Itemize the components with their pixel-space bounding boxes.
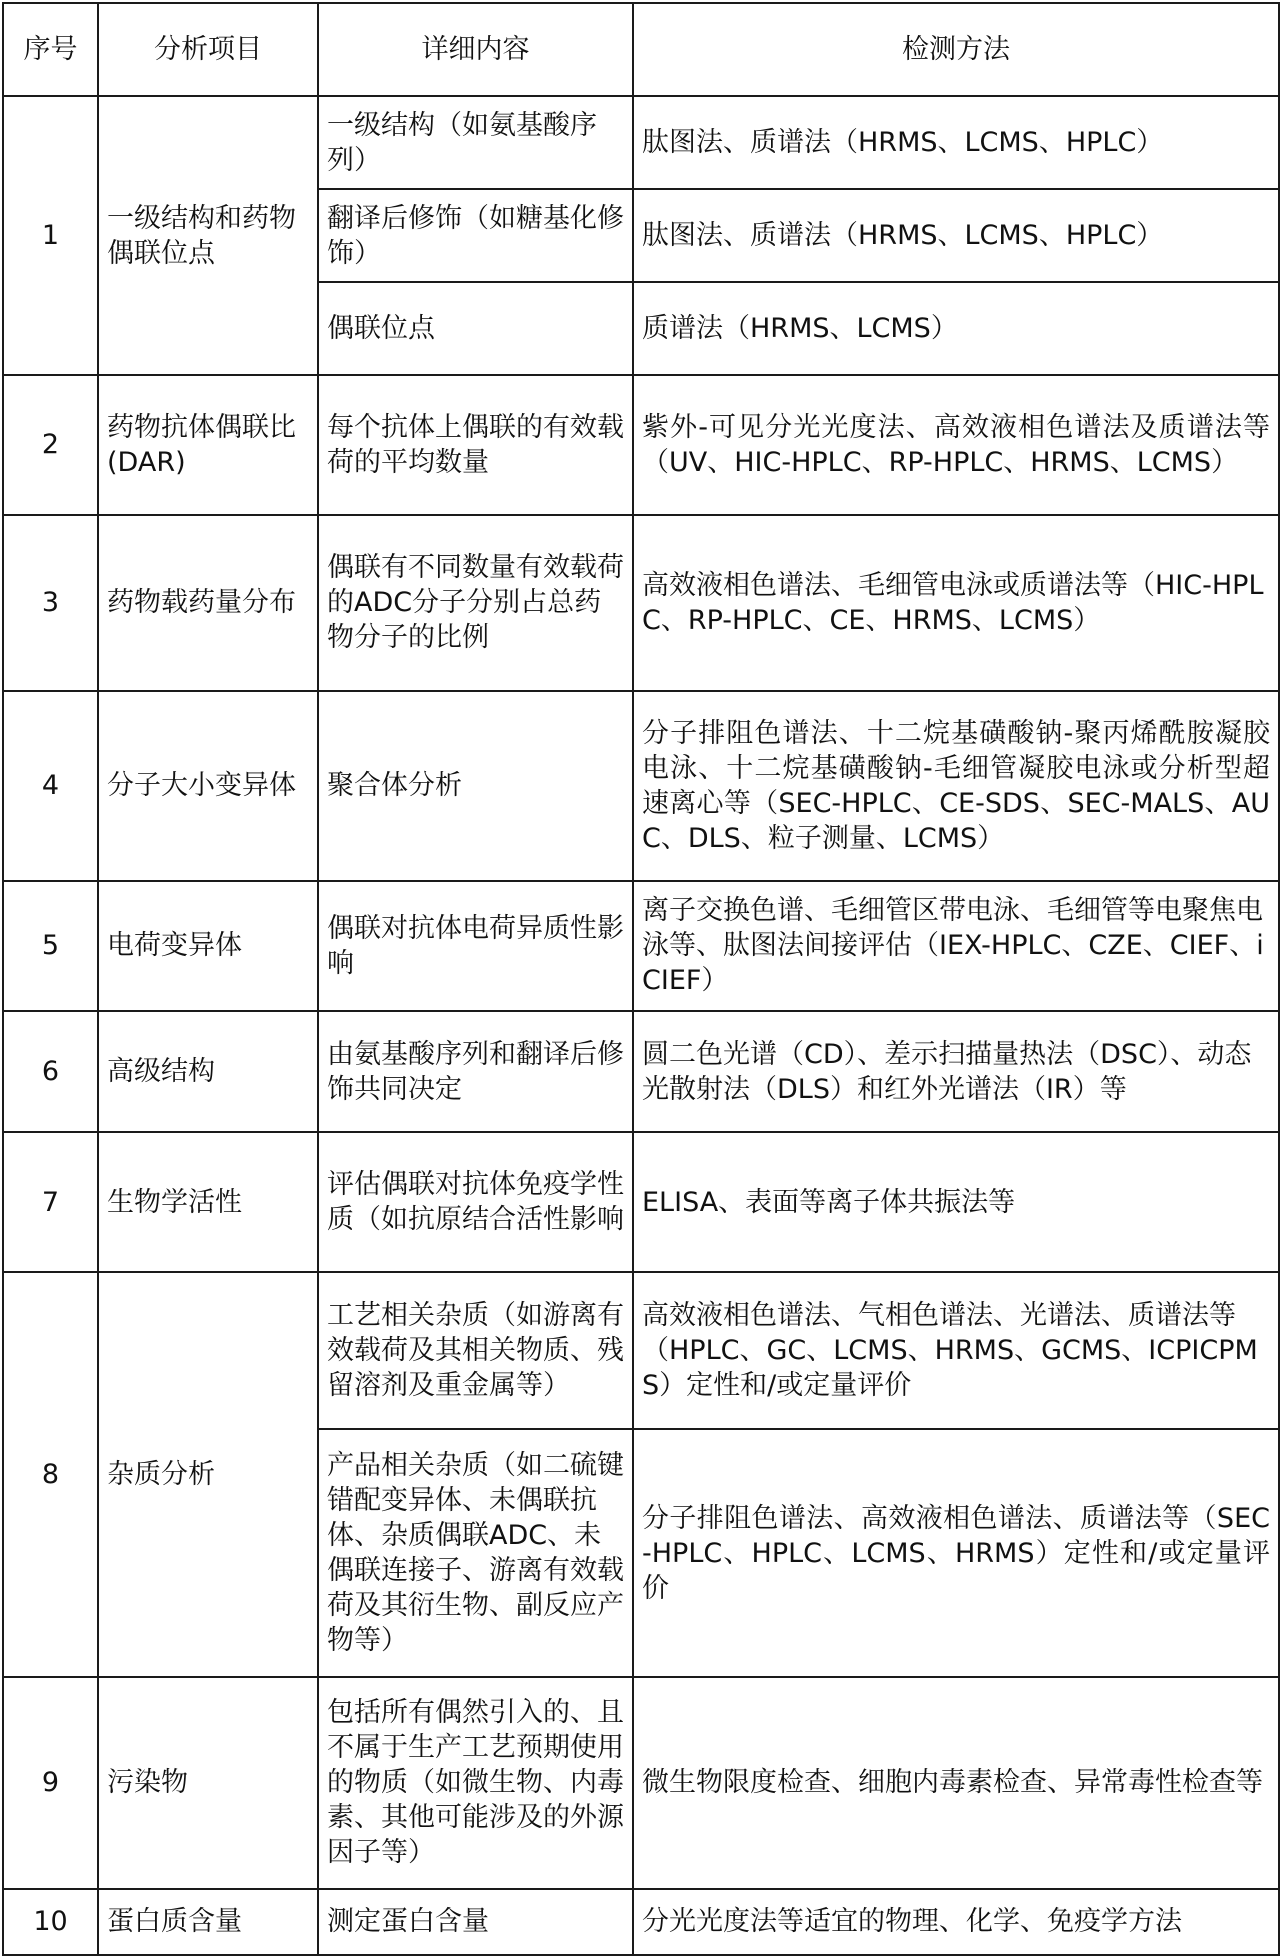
row-method: 分子排阻色谱法、十二烷基磺酸钠-聚丙烯酰胺凝胶电泳、十二烷基磺酸钠-毛细管凝胶电泳或分析型超速离心等（SEC-HPLC、CE-SDS、SEC-MALS、AUC、DLS、粒子测量、LCMS） [633, 691, 1279, 881]
row-method: 分子排阻色谱法、高效液相色谱法、质谱法等（SEC-HPLC、HPLC、LCMS、HRMS）定性和/或定量评价 [633, 1429, 1279, 1676]
row-number: 5 [3, 881, 98, 1011]
row-number: 3 [3, 515, 98, 691]
row-item: 污染物 [98, 1677, 318, 1889]
table-row [3, 881, 1279, 1011]
row-method: 肽图法、质谱法（HRMS、LCMS、HPLC） [633, 96, 1279, 189]
header-method: 检测方法 [633, 3, 1279, 96]
row-item: 高级结构 [98, 1011, 318, 1132]
row-item: 杂质分析 [98, 1272, 318, 1676]
table-row [3, 1272, 1279, 1429]
row-method: 高效液相色谱法、毛细管电泳或质谱法等（HIC-HPLC、RP-HPLC、CE、HRMS、LCMS） [633, 515, 1279, 691]
table-row [3, 1677, 1279, 1889]
row-method: 圆二色光谱（CD）、差示扫描量热法（DSC）、动态光散射法（DLS）和红外光谱法（IR）等 [633, 1011, 1279, 1132]
table-row [3, 1889, 1279, 1955]
row-detail: 偶联位点 [318, 282, 633, 375]
row-detail: 每个抗体上偶联的有效载荷的平均数量 [318, 375, 633, 514]
table-row [3, 1132, 1279, 1272]
row-number: 9 [3, 1677, 98, 1889]
row-number: 2 [3, 375, 98, 514]
row-item: 电荷变异体 [98, 881, 318, 1011]
row-method: 分光光度法等适宜的物理、化学、免疫学方法 [633, 1889, 1279, 1955]
row-method: 微生物限度检查、细胞内毒素检查、异常毒性检查等 [633, 1677, 1279, 1889]
row-detail: 一级结构（如氨基酸序列） [318, 96, 633, 189]
row-detail: 产品相关杂质（如二硫键错配变异体、未偶联抗体、杂质偶联ADC、未偶联连接子、游离有效载荷及其衍生物、副反应产物等） [318, 1429, 633, 1676]
header-no: 序号 [3, 3, 98, 96]
analysis-table-page [2, 2, 1278, 1956]
row-method: 离子交换色谱、毛细管区带电泳、毛细管等电聚焦电泳等、肽图法间接评估（IEX-HPLC、CZE、CIEF、iCIEF） [633, 881, 1279, 1011]
row-method: 高效液相色谱法、气相色谱法、光谱法、质谱法等（HPLC、GC、LCMS、HRMS、GCMS、ICPICPMS）定性和/或定量评价 [633, 1272, 1279, 1429]
table-row [3, 691, 1279, 881]
row-detail: 工艺相关杂质（如游离有效载荷及其相关物质、残留溶剂及重金属等） [318, 1272, 633, 1429]
table-row [3, 96, 1279, 189]
row-detail: 翻译后修饰（如糖基化修饰） [318, 189, 633, 282]
table-row [3, 1011, 1279, 1132]
row-method: 肽图法、质谱法（HRMS、LCMS、HPLC） [633, 189, 1279, 282]
row-detail: 包括所有偶然引入的、且不属于生产工艺预期使用的物质（如微生物、内毒素、其他可能涉及的外源因子等） [318, 1677, 633, 1889]
row-item: 药物载药量分布 [98, 515, 318, 691]
row-detail: 聚合体分析 [318, 691, 633, 881]
row-number: 10 [3, 1889, 98, 1955]
row-item: 生物学活性 [98, 1132, 318, 1272]
row-number: 4 [3, 691, 98, 881]
row-item: 一级结构和药物偶联位点 [98, 96, 318, 375]
table-row [3, 515, 1279, 691]
row-method: ELISA、表面等离子体共振法等 [633, 1132, 1279, 1272]
row-detail: 测定蛋白含量 [318, 1889, 633, 1955]
row-method: 质谱法（HRMS、LCMS） [633, 282, 1279, 375]
row-number: 8 [3, 1272, 98, 1676]
row-number: 6 [3, 1011, 98, 1132]
row-item: 蛋白质含量 [98, 1889, 318, 1955]
row-item: 药物抗体偶联比(DAR) [98, 375, 318, 514]
row-detail: 评估偶联对抗体免疫学性质（如抗原结合活性影响 [318, 1132, 633, 1272]
row-number: 1 [3, 96, 98, 375]
row-method: 紫外-可见分光光度法、高效液相色谱法及质谱法等（UV、HIC-HPLC、RP-HPLC、HRMS、LCMS） [633, 375, 1279, 514]
table-row [3, 375, 1279, 514]
analysis-table [2, 2, 1280, 1956]
header-item: 分析项目 [98, 3, 318, 96]
table-header-row [3, 3, 1279, 96]
row-detail: 偶联有不同数量有效载荷的ADC分子分别占总药物分子的比例 [318, 515, 633, 691]
header-detail: 详细内容 [318, 3, 633, 96]
row-detail: 偶联对抗体电荷异质性影响 [318, 881, 633, 1011]
row-detail: 由氨基酸序列和翻译后修饰共同决定 [318, 1011, 633, 1132]
row-number: 7 [3, 1132, 98, 1272]
row-item: 分子大小变异体 [98, 691, 318, 881]
